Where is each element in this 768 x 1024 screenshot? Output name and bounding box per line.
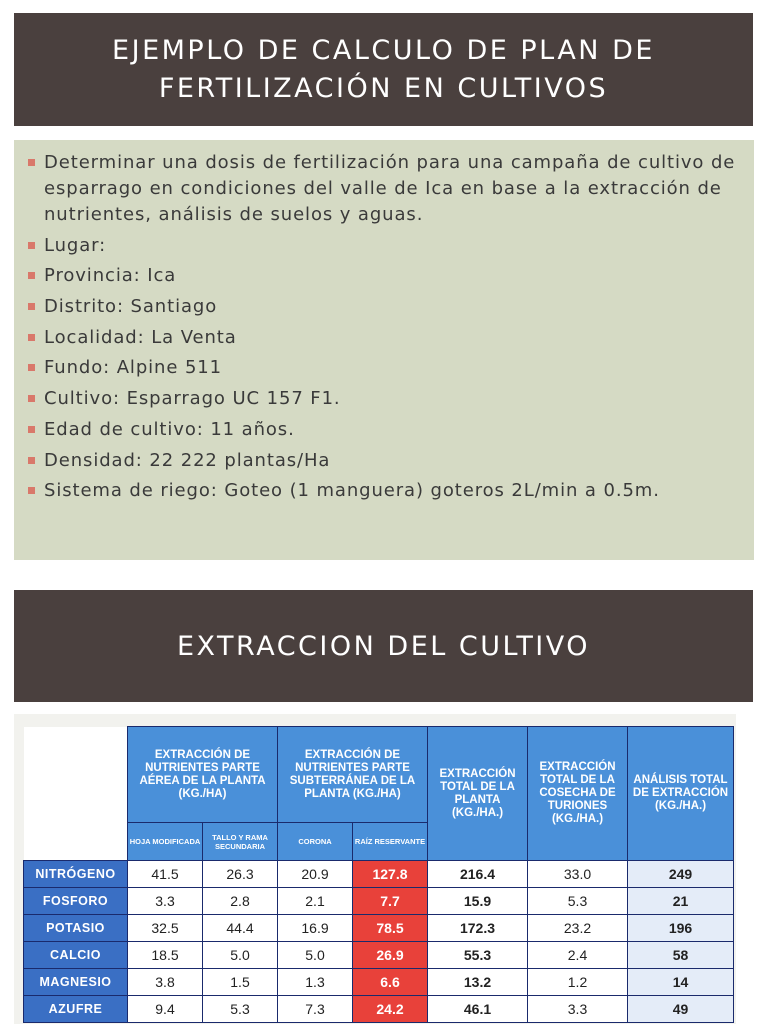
raiz-value: 127.8 <box>353 861 428 888</box>
bullet-item <box>44 448 736 474</box>
raiz-value: 78.5 <box>353 915 428 942</box>
bullet-item <box>44 263 736 289</box>
nutrient-label: AZUFRE <box>24 996 128 1023</box>
hoja-value: 18.5 <box>128 942 203 969</box>
raiz-value: 26.9 <box>353 942 428 969</box>
raiz-value: 6.6 <box>353 969 428 996</box>
cosecha-value: 3.3 <box>528 996 628 1023</box>
bullet-list <box>14 140 754 504</box>
cosecha-value: 23.2 <box>528 915 628 942</box>
analisis-value: 249 <box>628 861 734 888</box>
slide-title-extraccion <box>14 590 753 702</box>
total-planta-value: 216.4 <box>428 861 528 888</box>
hoja-value: 3.3 <box>128 888 203 915</box>
table-row <box>24 969 734 996</box>
header-subterranea: EXTRACCIÓN DE NUTRIENTES PARTE SUBTERRÁNEA DE LA PLANTA (KG./HA) <box>278 727 428 823</box>
nutrient-label: NITRÓGENO <box>24 861 128 888</box>
bullet-text: Distrito: Santiago <box>44 296 218 318</box>
square-bullet-icon <box>28 395 35 402</box>
corona-value: 7.3 <box>278 996 353 1023</box>
nutrient-label: MAGNESIO <box>24 969 128 996</box>
subheader-tallo: TALLO Y RAMA SECUNDARIA <box>203 823 278 861</box>
tallo-value: 44.4 <box>203 915 278 942</box>
corona-value: 16.9 <box>278 915 353 942</box>
hoja-value: 32.5 <box>128 915 203 942</box>
square-bullet-icon <box>28 457 35 464</box>
table-corner <box>24 727 128 861</box>
cosecha-value: 33.0 <box>528 861 628 888</box>
table-row <box>24 888 734 915</box>
nutrient-label: FOSFORO <box>24 888 128 915</box>
corona-value: 2.1 <box>278 888 353 915</box>
table-panel <box>14 714 736 1024</box>
bullet-item <box>44 325 736 351</box>
tallo-value: 5.3 <box>203 996 278 1023</box>
square-bullet-icon <box>28 426 35 433</box>
bullet-text: Sistema de riego: Goteo (1 manguera) goteros 2L/min a 0.5m. <box>44 480 660 502</box>
bullet-text: Densidad: 22 222 plantas/Ha <box>44 449 331 471</box>
table-body <box>24 861 734 1023</box>
table-row <box>24 861 734 888</box>
bullet-text: Cultivo: Esparrago UC 157 F1. <box>44 388 341 410</box>
subheader-raiz: RAÍZ RESERVANTE <box>353 823 428 861</box>
bullet-item <box>44 233 736 259</box>
square-bullet-icon <box>28 334 35 341</box>
content-panel <box>14 140 754 560</box>
cosecha-value: 1.2 <box>528 969 628 996</box>
hoja-value: 41.5 <box>128 861 203 888</box>
bullet-item <box>44 150 736 228</box>
header-analisis: ANÁLISIS TOTAL DE EXTRACCIÓN (KG./HA.) <box>628 727 734 861</box>
nutrient-label: POTASIO <box>24 915 128 942</box>
table-row <box>24 996 734 1023</box>
square-bullet-icon <box>28 303 35 310</box>
header-aerea: EXTRACCIÓN DE NUTRIENTES PARTE AÉREA DE LA PLANTA (KG./HA) <box>128 727 278 823</box>
slide-title-fertilizacion <box>14 13 753 126</box>
square-bullet-icon <box>28 487 35 494</box>
nutrient-label: CALCIO <box>24 942 128 969</box>
bullet-text: Localidad: La Venta <box>44 326 237 348</box>
analisis-value: 196 <box>628 915 734 942</box>
corona-value: 20.9 <box>278 861 353 888</box>
corona-value: 1.3 <box>278 969 353 996</box>
square-bullet-icon <box>28 272 35 279</box>
analisis-value: 21 <box>628 888 734 915</box>
total-planta-value: 172.3 <box>428 915 528 942</box>
bullet-text: Determinar una dosis de fertilización para una campaña de cultivo de esparrago en condiciones del valle de Ica en base a la extracción de nutrientes, análisis de suelos y aguas. <box>44 152 736 225</box>
cosecha-value: 5.3 <box>528 888 628 915</box>
bullet-item <box>44 478 736 504</box>
subheader-corona: CORONA <box>278 823 353 861</box>
raiz-value: 24.2 <box>353 996 428 1023</box>
bullet-text: Fundo: Alpine 511 <box>44 357 223 379</box>
corona-value: 5.0 <box>278 942 353 969</box>
header-total-planta: EXTRACCIÓN TOTAL DE LA PLANTA (KG./HA.) <box>428 727 528 861</box>
cosecha-value: 2.4 <box>528 942 628 969</box>
title-line-1: EJEMPLO DE CALCULO DE PLAN DE <box>112 34 655 66</box>
extraction-table <box>23 726 734 1023</box>
total-planta-value: 15.9 <box>428 888 528 915</box>
subheader-hoja: HOJA MODIFICADA <box>128 823 203 861</box>
tallo-value: 26.3 <box>203 861 278 888</box>
table-row <box>24 915 734 942</box>
title-text: EXTRACCION DEL CULTIVO <box>176 630 591 662</box>
bullet-item <box>44 386 736 412</box>
header-cosecha: EXTRACCIÓN TOTAL DE LA COSECHA DE TURIONES (KG./HA.) <box>528 727 628 861</box>
analisis-value: 49 <box>628 996 734 1023</box>
bullet-item <box>44 417 736 443</box>
raiz-value: 7.7 <box>353 888 428 915</box>
total-planta-value: 55.3 <box>428 942 528 969</box>
square-bullet-icon <box>28 242 35 249</box>
title-line-2: FERTILIZACIÓN EN CULTIVOS <box>158 72 609 104</box>
total-planta-value: 13.2 <box>428 969 528 996</box>
total-planta-value: 46.1 <box>428 996 528 1023</box>
bullet-text: Lugar: <box>44 234 107 256</box>
hoja-value: 9.4 <box>128 996 203 1023</box>
tallo-value: 2.8 <box>203 888 278 915</box>
tallo-value: 5.0 <box>203 942 278 969</box>
square-bullet-icon <box>28 364 35 371</box>
hoja-value: 3.8 <box>128 969 203 996</box>
analisis-value: 58 <box>628 942 734 969</box>
analisis-value: 14 <box>628 969 734 996</box>
bullet-item <box>44 294 736 320</box>
tallo-value: 1.5 <box>203 969 278 996</box>
bullet-text: Edad de cultivo: 11 años. <box>44 418 295 440</box>
table-row <box>24 942 734 969</box>
bullet-text: Provincia: Ica <box>44 265 177 287</box>
square-bullet-icon <box>28 159 35 166</box>
bullet-item <box>44 355 736 381</box>
